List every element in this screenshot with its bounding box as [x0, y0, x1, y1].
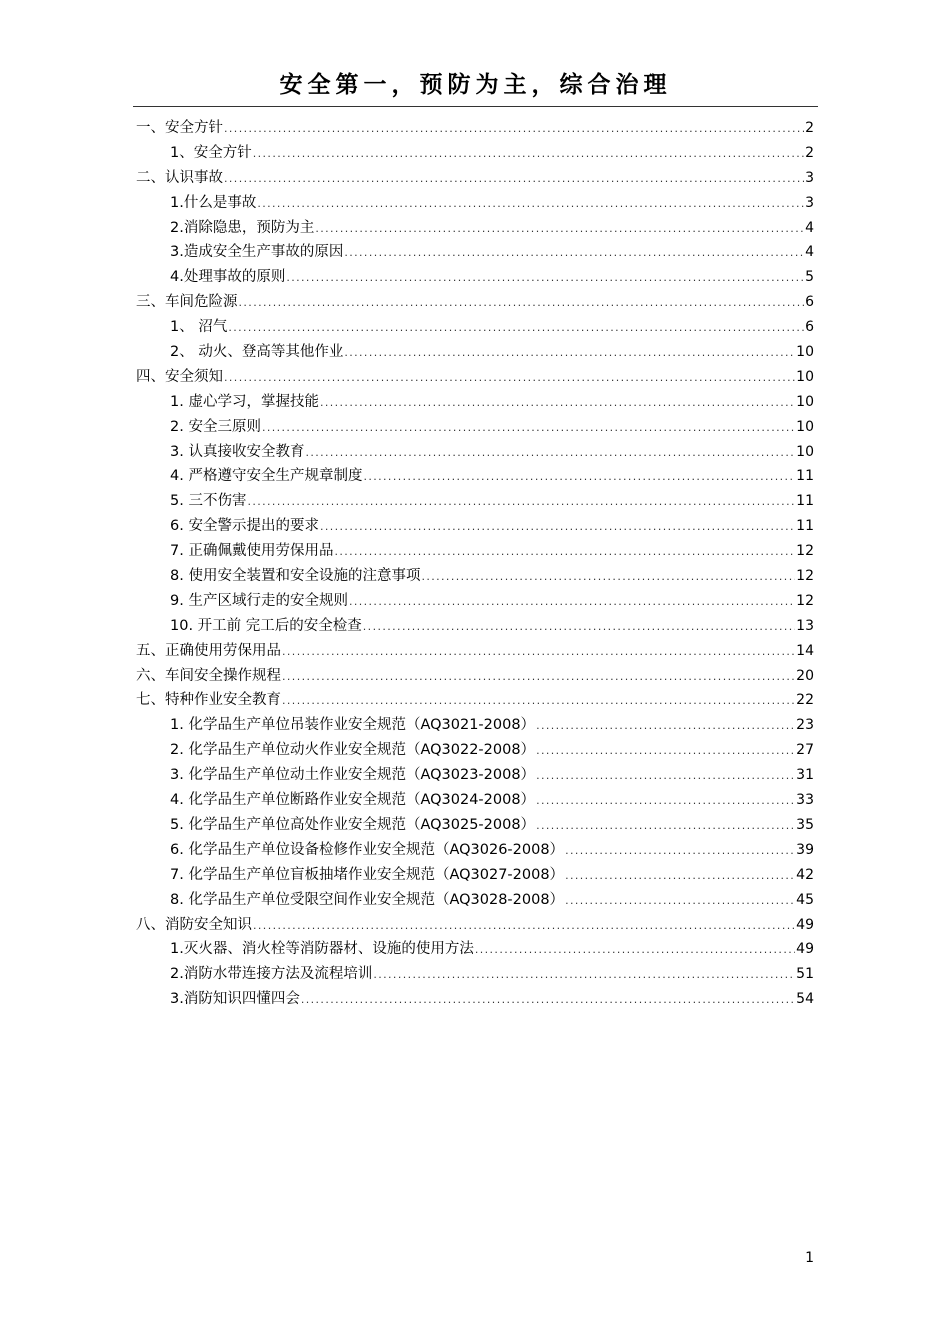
toc-dot-leader [421, 565, 795, 590]
toc-entry-label: 1.什么是事故 [170, 194, 257, 211]
toc-dot-leader [373, 963, 795, 988]
toc-entry[interactable] [136, 913, 814, 938]
toc-dot-leader [282, 640, 795, 665]
toc-entry-label: 4. 化学品生产单位断路作业安全规范（AQ3024-2008） [170, 792, 536, 809]
toc-entry-page: 12 [796, 592, 814, 609]
toc-dot-leader [536, 814, 795, 839]
toc-entry[interactable] [136, 937, 814, 962]
toc-dot-leader [536, 789, 795, 814]
toc-entry[interactable] [136, 564, 814, 589]
toc-entry[interactable] [136, 514, 814, 539]
toc-entry[interactable] [136, 390, 814, 415]
toc-dot-leader [475, 938, 795, 963]
toc-entry-label: 7. 正确佩戴使用劳保用品 [170, 543, 334, 560]
toc-entry[interactable] [136, 141, 814, 166]
toc-entry[interactable] [136, 688, 814, 713]
toc-entry[interactable] [136, 639, 814, 664]
toc-entry-label: 五、正确使用劳保用品 [136, 642, 281, 659]
toc-entry[interactable] [136, 813, 814, 838]
table-of-contents [136, 116, 814, 1012]
toc-entry-label: 2.消防水带连接方法及流程培训 [170, 966, 373, 983]
toc-entry-label: 7. 化学品生产单位盲板抽堵作业安全规范（AQ3027-2008） [170, 866, 565, 883]
toc-entry-page: 35 [796, 816, 814, 833]
toc-entry-page: 6 [805, 319, 814, 336]
toc-entry[interactable] [136, 539, 814, 564]
toc-entry-page: 11 [796, 493, 814, 510]
toc-entry-label: 2. 化学品生产单位动火作业安全规范（AQ3022-2008） [170, 742, 536, 759]
toc-dot-leader [565, 839, 795, 864]
toc-entry-label: 1、 沼气 [170, 319, 228, 336]
toc-entry-label: 5. 三不伤害 [170, 493, 247, 510]
toc-entry-page: 49 [796, 941, 814, 958]
toc-entry-page: 45 [796, 891, 814, 908]
toc-entry-label: 2.消除隐患，预防为主 [170, 219, 315, 236]
toc-entry-label: 10. 开工前 完工后的安全检查 [170, 617, 362, 634]
toc-entry-label: 三、车间危险源 [136, 294, 238, 311]
toc-entry-label: 8. 使用安全装置和安全设施的注意事项 [170, 568, 421, 585]
toc-dot-leader [239, 291, 805, 316]
toc-entry[interactable] [136, 788, 814, 813]
toc-entry-page: 2 [805, 120, 814, 136]
toc-entry[interactable] [136, 489, 814, 514]
toc-entry[interactable] [136, 838, 814, 863]
toc-entry[interactable] [136, 240, 814, 265]
toc-entry-page: 20 [796, 667, 814, 684]
toc-entry-label: 8. 化学品生产单位受限空间作业安全规范（AQ3028-2008） [170, 891, 565, 908]
toc-entry-label: 1.灭火器、消火栓等消防器材、设施的使用方法 [170, 941, 474, 958]
toc-entry-page: 33 [796, 792, 814, 809]
toc-entry-page: 3 [805, 194, 814, 211]
toc-entry[interactable] [136, 863, 814, 888]
toc-entry-label: 3.造成安全生产事故的原因 [170, 244, 344, 261]
toc-entry[interactable] [136, 763, 814, 788]
toc-dot-leader [224, 366, 795, 391]
toc-entry-page: 31 [796, 767, 814, 784]
toc-entry-label: 四、安全须知 [136, 368, 223, 385]
toc-entry-page: 49 [796, 916, 814, 933]
toc-entry[interactable] [136, 116, 814, 141]
toc-entry[interactable] [136, 265, 814, 290]
toc-dot-leader [224, 117, 804, 142]
toc-entry-page: 42 [796, 866, 814, 883]
toc-entry-label: 一、安全方针 [136, 120, 223, 136]
toc-entry-label: 2. 安全三原则 [170, 418, 261, 435]
toc-entry-label: 3. 认真接收安全教育 [170, 443, 305, 460]
toc-entry-label: 3. 化学品生产单位动土作业安全规范（AQ3023-2008） [170, 767, 536, 784]
toc-entry-label: 1. 化学品生产单位吊装作业安全规范（AQ3021-2008） [170, 717, 536, 734]
toc-dot-leader [315, 217, 804, 242]
toc-entry-page: 2 [805, 144, 814, 161]
toc-dot-leader [262, 416, 795, 441]
toc-dot-leader [363, 465, 795, 490]
toc-entry-page: 10 [796, 344, 814, 361]
toc-entry[interactable] [136, 888, 814, 913]
toc-entry-page: 12 [796, 568, 814, 585]
toc-entry-label: 1、安全方针 [170, 144, 252, 161]
toc-dot-leader [536, 739, 795, 764]
toc-dot-leader [253, 914, 795, 939]
toc-entry-label: 3.消防知识四懂四会 [170, 991, 300, 1008]
toc-entry[interactable] [136, 738, 814, 763]
toc-entry-page: 23 [796, 717, 814, 734]
toc-entry-label: 5. 化学品生产单位高处作业安全规范（AQ3025-2008） [170, 816, 536, 833]
toc-entry-label: 9. 生产区域行走的安全规则 [170, 592, 348, 609]
toc-dot-leader [320, 391, 795, 416]
toc-entry[interactable] [136, 987, 814, 1012]
toc-entry[interactable] [136, 365, 814, 390]
toc-entry[interactable] [136, 464, 814, 489]
toc-entry-page: 10 [796, 368, 814, 385]
toc-entry-label: 2、 动火、登高等其他作业 [170, 344, 344, 361]
toc-entry-label: 4. 严格遵守安全生产规章制度 [170, 468, 363, 485]
toc-dot-leader [228, 316, 804, 341]
toc-dot-leader [305, 441, 795, 466]
toc-dot-leader [565, 889, 795, 914]
toc-dot-leader [536, 714, 795, 739]
toc-entry[interactable] [136, 340, 814, 365]
page-header [133, 60, 818, 107]
toc-entry[interactable] [136, 315, 814, 340]
toc-dot-leader [224, 167, 804, 192]
toc-entry-page: 39 [796, 841, 814, 858]
toc-dot-leader [247, 490, 795, 515]
toc-entry-label: 七、特种作业安全教育 [136, 692, 281, 709]
toc-entry[interactable] [136, 962, 814, 987]
toc-entry-label: 六、车间安全操作规程 [136, 667, 281, 684]
toc-entry-page: 54 [796, 991, 814, 1008]
toc-entry-page: 3 [805, 169, 814, 186]
toc-dot-leader [334, 540, 795, 565]
toc-entry-page: 12 [796, 543, 814, 560]
page-number: 1 [805, 1250, 814, 1266]
toc-entry[interactable] [136, 713, 814, 738]
toc-dot-leader [349, 590, 795, 615]
toc-dot-leader [536, 764, 795, 789]
toc-entry-page: 6 [805, 294, 814, 311]
toc-dot-leader [344, 241, 804, 266]
toc-entry-page: 4 [805, 244, 814, 261]
toc-entry-label: 二、认识事故 [136, 169, 223, 186]
toc-entry[interactable] [136, 614, 814, 639]
toc-dot-leader [253, 142, 804, 167]
toc-entry[interactable] [136, 415, 814, 440]
toc-entry[interactable] [136, 191, 814, 216]
toc-dot-leader [257, 192, 804, 217]
toc-entry-page: 51 [796, 966, 814, 983]
toc-entry[interactable] [136, 664, 814, 689]
toc-entry-label: 1. 虚心学习，掌握技能 [170, 393, 319, 410]
toc-dot-leader [301, 988, 795, 1013]
toc-entry-page: 11 [796, 468, 814, 485]
toc-entry-page: 14 [796, 642, 814, 659]
toc-entry-page: 5 [805, 269, 814, 286]
toc-entry-page: 10 [796, 393, 814, 410]
toc-entry-page: 11 [796, 518, 814, 535]
toc-dot-leader [344, 341, 795, 366]
toc-dot-leader [320, 515, 795, 540]
toc-entry-page: 22 [796, 692, 814, 709]
toc-entry[interactable] [136, 166, 814, 191]
toc-dot-leader [565, 864, 795, 889]
toc-entry-page: 10 [796, 443, 814, 460]
toc-entry[interactable] [136, 290, 814, 315]
toc-entry-label: 6. 安全警示提出的要求 [170, 518, 319, 535]
toc-entry[interactable] [136, 216, 814, 241]
toc-entry[interactable] [136, 589, 814, 614]
toc-entry-label: 八、消防安全知识 [136, 916, 252, 933]
toc-entry-page: 10 [796, 418, 814, 435]
toc-dot-leader [363, 615, 795, 640]
toc-entry[interactable] [136, 440, 814, 465]
toc-dot-leader [282, 665, 795, 690]
toc-entry-page: 4 [805, 219, 814, 236]
document-title: 安全第一，预防为主，综合治理 [279, 71, 672, 98]
toc-entry-label: 6. 化学品生产单位设备检修作业安全规范（AQ3026-2008） [170, 841, 565, 858]
toc-dot-leader [282, 689, 795, 714]
toc-dot-leader [286, 266, 804, 291]
toc-entry-page: 27 [796, 742, 814, 759]
toc-entry-label: 4.处理事故的原则 [170, 269, 286, 286]
toc-entry-page: 13 [796, 617, 814, 634]
